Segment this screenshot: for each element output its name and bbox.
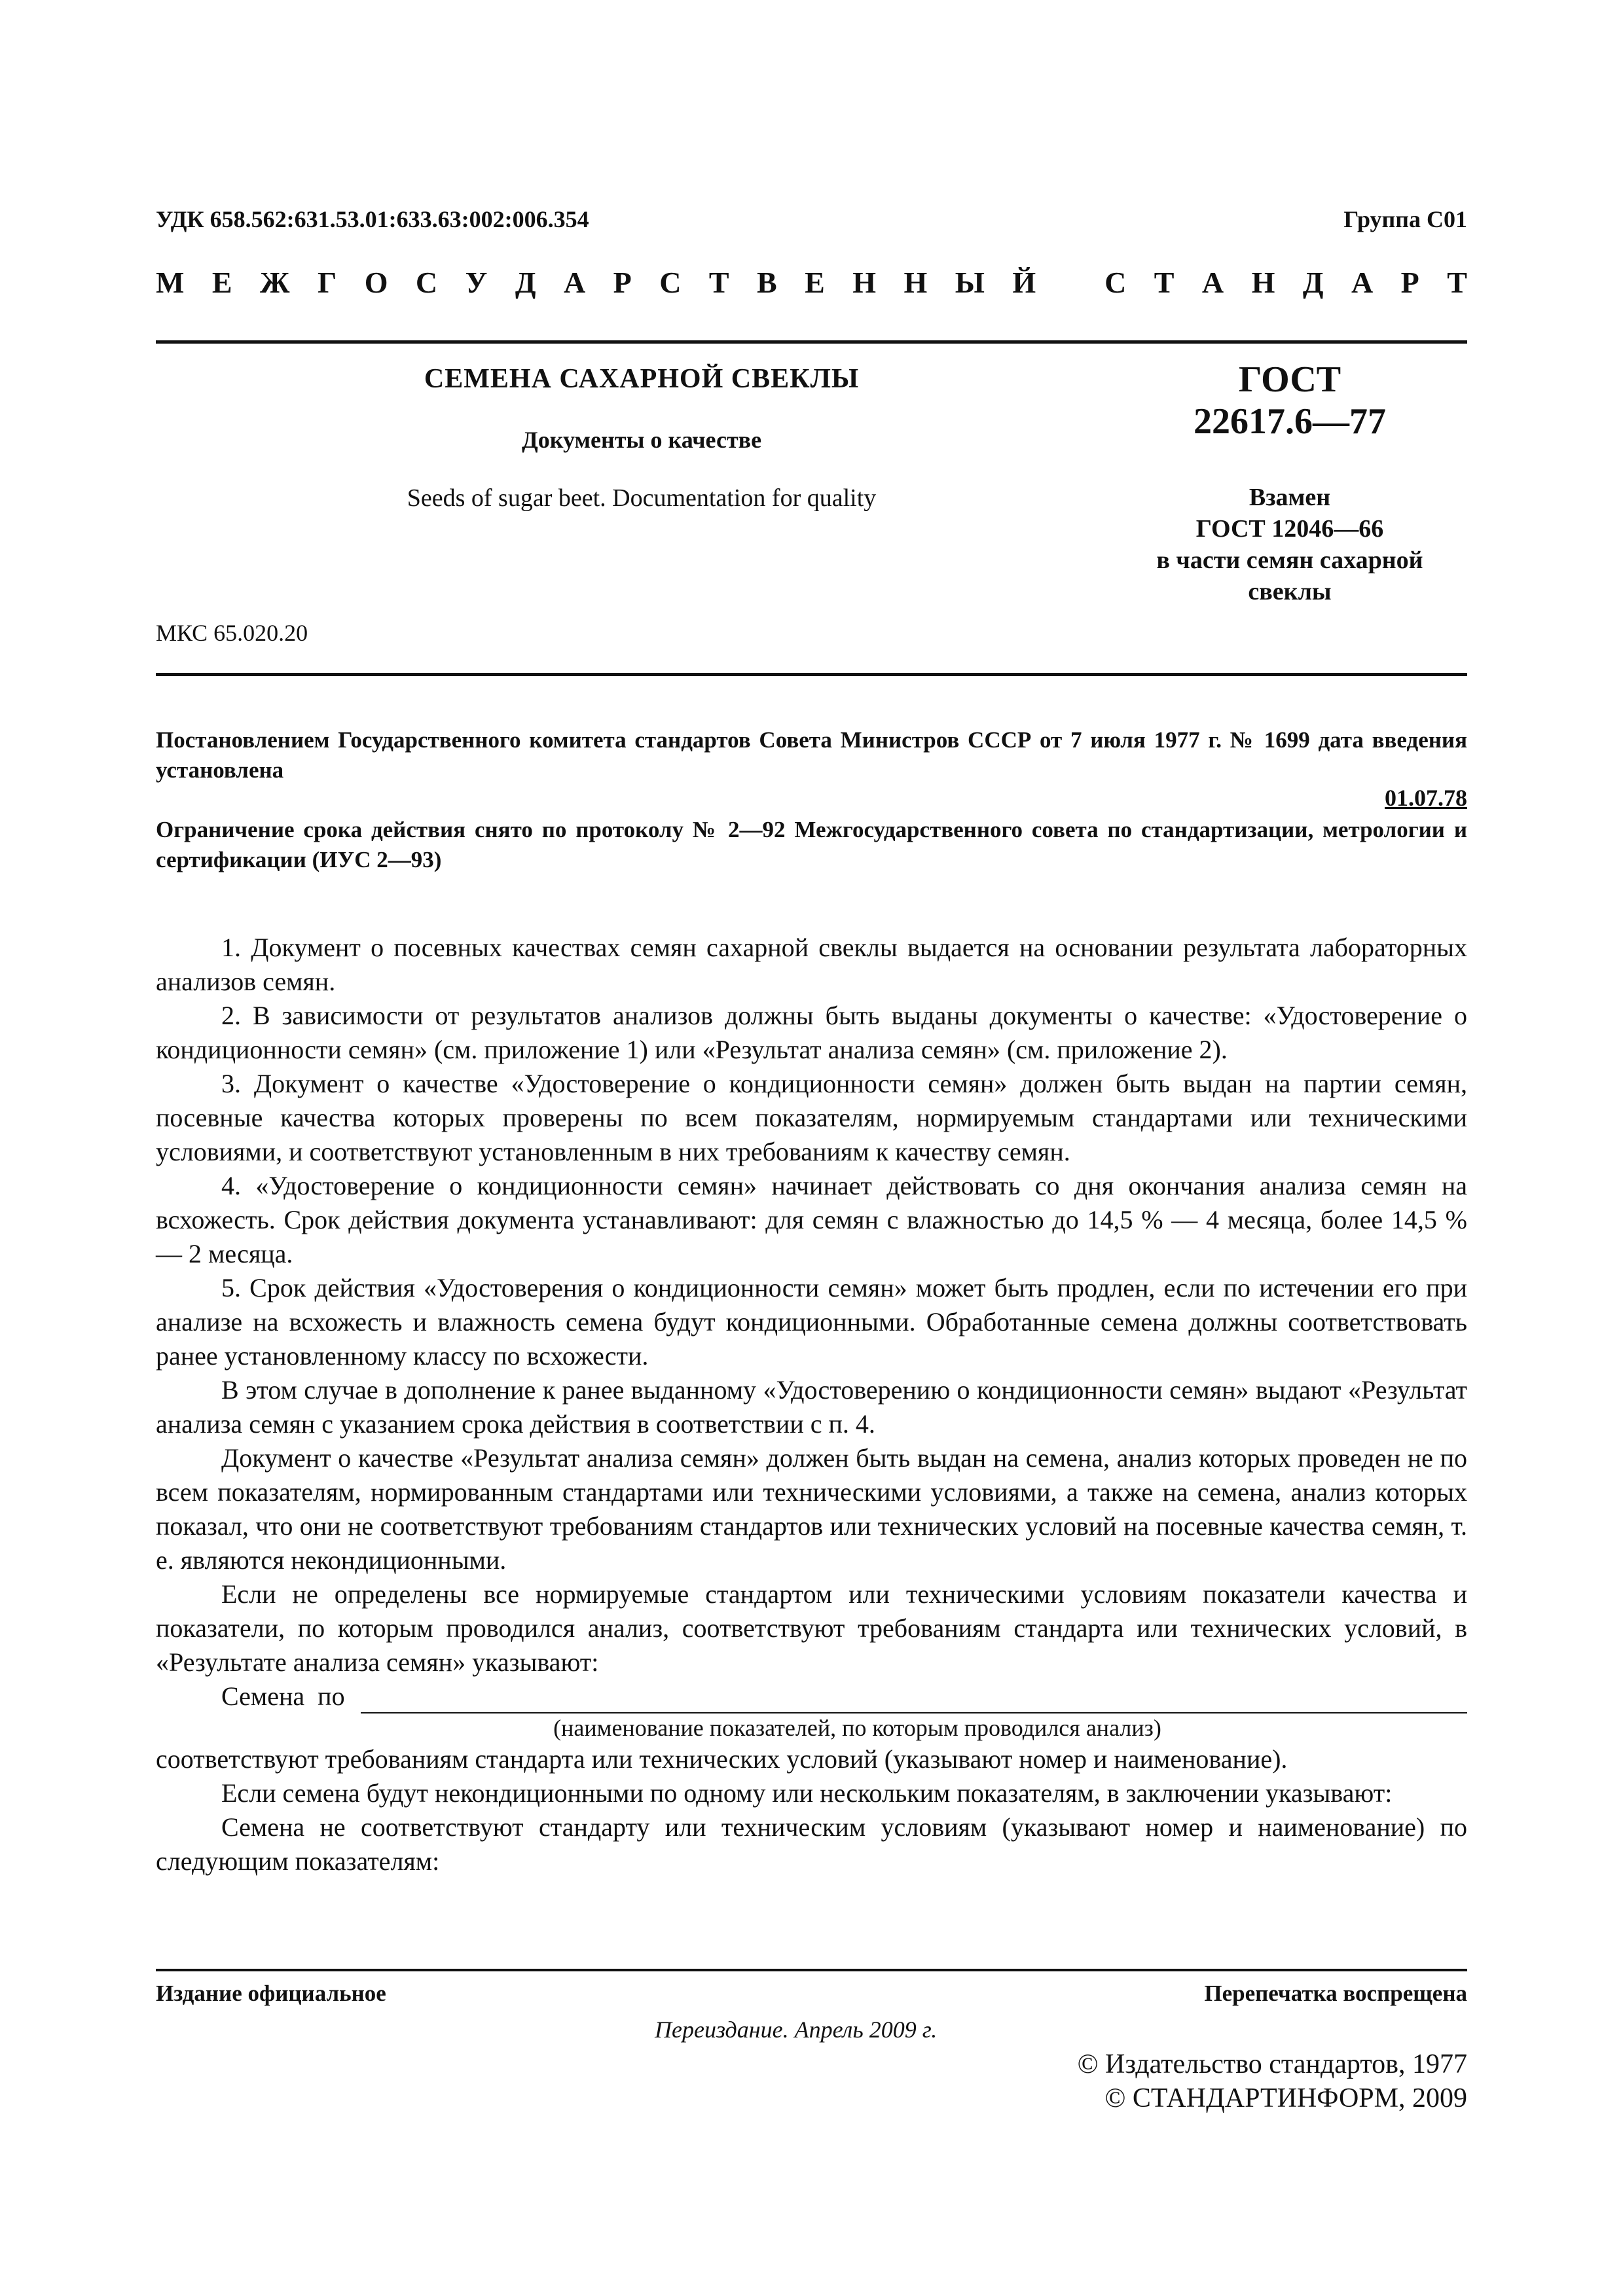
document-title: СЕМЕНА САХАРНОЙ СВЕКЛЫ <box>424 364 860 394</box>
document-body <box>156 931 1467 1878</box>
title-divider <box>156 673 1467 676</box>
heading-letter: Ы <box>955 266 985 299</box>
copyright-line: © СТАНДАРТИНФОРМ, 2009 <box>1104 2083 1467 2113</box>
replaces-block <box>1113 482 1467 607</box>
fill-in-row <box>156 1679 1467 1713</box>
paragraph: 5. Срок действия «Удостоверения о кондиционности семян» может быть продлен, если по истечении его при анализе на всхожесть и влажность семена будут кондиционными. Обработанные семена должны соответствовать ранее установленному классу по всхожести. <box>156 1273 1467 1371</box>
fill-in-line <box>361 1686 1467 1713</box>
reprint-notice: Перепечатка воспрещена <box>1204 1981 1467 2006</box>
footer-divider <box>156 1969 1467 1971</box>
udk-code: УДК 658.562:631.53.01:633.63:002:006.354 <box>156 206 589 232</box>
replaces-line: Взамен <box>1249 484 1331 511</box>
paragraph: В этом случае в дополнение к ранее выданному «Удостоверению о кондиционности семян» выдают «Результат анализа семян с указанием срока действия в соответствии с п. 4. <box>156 1375 1467 1439</box>
english-title: Seeds of sugar beet. Documentation for quality <box>407 484 877 512</box>
heading-letter: В <box>757 266 777 299</box>
document-subtitle: Документы о качестве <box>521 427 762 453</box>
gost-label: ГОСТ <box>1238 359 1341 400</box>
heading-letter: Д <box>1302 266 1324 299</box>
heading-letter: Т <box>1447 266 1467 299</box>
fill-caption: (наименование показателей, по которым проводился анализ) <box>553 1715 1161 1741</box>
fill-label: Семена <box>221 1681 305 1711</box>
heading-letter: Н <box>1251 266 1275 299</box>
heading-letter: А <box>1201 266 1224 299</box>
fill-label: по <box>318 1681 345 1711</box>
paragraph: 1. Документ о посевных качествах семян сахарной свеклы выдается на основании результата лабораторных анализов семян. <box>156 933 1467 996</box>
heading-letter: Т <box>708 266 729 299</box>
gost-number: 22617.6—77 <box>1194 401 1386 442</box>
heading-letter: Е <box>211 266 232 299</box>
heading-letter: Н <box>903 266 928 299</box>
heading-letter: С <box>1104 266 1127 299</box>
decree-text: Постановлением Государственного комитета стандартов Совета Министров СССР от 7 июля 1977 г. № 1699 дата введения установлена <box>156 727 1467 783</box>
heading-letter: М <box>156 266 185 299</box>
mks-code: МКС 65.020.20 <box>156 620 308 646</box>
heading-letter: А <box>1351 266 1374 299</box>
gost-block <box>1113 359 1467 607</box>
heading-letter: Р <box>1400 266 1419 299</box>
effective-date: 01.07.78 <box>1385 785 1467 811</box>
heading-letter: У <box>465 266 488 299</box>
heading-letter: Р <box>613 266 632 299</box>
heading-letter: С <box>415 266 438 299</box>
copyright-line: © Издательство стандартов, 1977 <box>1077 2049 1467 2079</box>
reissue-note: Переиздание. Апрель 2009 г. <box>655 2017 938 2043</box>
header-divider <box>156 340 1467 344</box>
heading-letter: А <box>563 266 586 299</box>
interstate-standard-heading <box>156 265 1467 304</box>
limitation-text: Ограничение срока действия снято по протоколу № 2—92 Межгосударственного совета по стандартизации, метрологии и сертификации (ИУС 2—93) <box>156 817 1467 872</box>
edition-label: Издание официальное <box>156 1981 386 2006</box>
heading-letter: Д <box>515 266 536 299</box>
paragraph: 3. Документ о качестве «Удостоверение о кондиционности семян» должен быть выдан на партии семян, посевные качества которых проверены по всем показателям, нормируемым стандартами или техническими условиями, и соответствуют установленным в них требованиям к качеству семян. <box>156 1069 1467 1166</box>
group-code: Группа С01 <box>1343 206 1467 232</box>
heading-letter: С <box>659 266 682 299</box>
heading-letter: Й <box>1012 266 1036 299</box>
paragraph: Если семена будут некондиционными по одному или нескольким показателям, в заключении указывают: <box>221 1778 1393 1808</box>
paragraph: 4. «Удостоверение о кондиционности семян» начинает действовать со дня окончания анализа семян на всхожесть. Срок действия документа устанавливают: для семян с влажностью до 14,5 % — 4 месяца, более 14,5 % — 2 месяца. <box>156 1171 1467 1268</box>
heading-gap <box>1064 265 1077 304</box>
heading-letter: Г <box>317 266 337 299</box>
copyright-block <box>1078 2047 1467 2115</box>
heading-letter: Н <box>852 266 877 299</box>
title-block <box>340 363 943 512</box>
heading-letter: Е <box>805 266 825 299</box>
heading-letter: Т <box>1154 266 1175 299</box>
replaces-line: ГОСТ 12046—66 <box>1195 515 1384 543</box>
replaces-line: в части семян сахарной <box>1156 547 1423 574</box>
paragraph: 2. В зависимости от результатов анализов должны быть выданы документы о качестве: «Удостоверение о кондиционности семян» (см. приложение 1) или «Результат анализа семян» (см. приложение 2). <box>156 1001 1467 1064</box>
heading-letter: Ж <box>260 266 290 299</box>
paragraph: соответствуют требованиям стандарта или технических условий (указывают номер и наименование). <box>156 1744 1288 1774</box>
replaces-line: свеклы <box>1248 578 1332 605</box>
heading-letter: О <box>364 266 388 299</box>
paragraph: Документ о качестве «Результат анализа семян» должен быть выдан на семена, анализ которых проведен не по всем показателям, нормированным стандартами или техническими условиями, а также на семена, анализ которых показал, что они не соответствуют требованиям стандартов или технических условий на посевные качества семян, т. е. являются некондиционными. <box>156 1443 1467 1575</box>
paragraph: Семена не соответствуют стандарту или техническим условиям (указывают номер и наименование) по следующим показателям: <box>156 1812 1467 1876</box>
paragraph: Если не определены все нормируемые стандартом или техническими условиям показатели качества и показатели, по которым проводился анализ, соответствуют требованиям стандарта или технических условий, в «Результате анализа семян» указывают: <box>156 1579 1467 1677</box>
